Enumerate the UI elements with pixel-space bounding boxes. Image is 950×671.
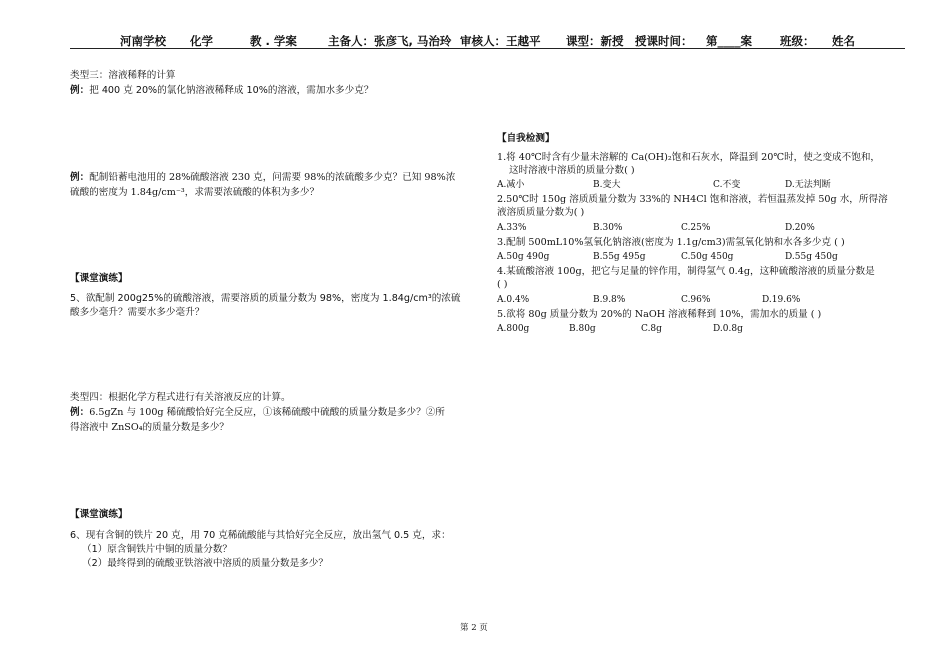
check-q2-option-c: C.25% — [681, 223, 711, 233]
preparer: 主备人：张彦飞, 马治玲 — [328, 34, 452, 48]
check-q2-line1: 2.50℃时 150g 溶质质量分数为 33%的 NH4Cl 饱和溶液，若恒温蒸发掉 50g 水，所得溶 — [497, 194, 888, 205]
check-q2-option-d: D.20% — [785, 223, 815, 233]
type3-title: 类型三：溶液稀释的计算 — [70, 70, 176, 81]
check-q3-line1: 3.配制 500mL10%氢氧化钠溶液(密度为 1.1g/cm3)需氢氧化钠和水各多少克 ( ) — [497, 237, 845, 248]
check-q2-option-a: A.33% — [497, 223, 527, 233]
example-label: 例： — [70, 85, 90, 96]
question-6-line1: 6、现有含铜的铁片 20 克，用 70 克稀硫酸能与其恰好完全反应，放出氢气 0.5 克，求： — [70, 530, 451, 541]
plan-label: 教 . 学案 — [250, 34, 297, 48]
check-q4-option-d: D.19.6% — [762, 295, 801, 305]
check-q4-line1: 4.某硫酸溶液 100g，把它与足量的锌作用，制得氢气 0.4g，这种硫酸溶液的质量分数是 — [497, 266, 875, 277]
check-q1-line2: 这时溶液中溶质的质量分数( ) — [509, 165, 635, 176]
self-check-title: 【自我检测】 — [497, 133, 555, 144]
example-2-line2: 硫酸的密度为 1.84g/cm⁻³，求需要浓硫酸的体积为多少？ — [70, 187, 320, 198]
check-q1-option-d: D.无法判断 — [785, 180, 831, 190]
check-q1-option-b: B.变大 — [593, 180, 621, 190]
check-q1-option-c: C.不变 — [713, 180, 741, 190]
check-q4-option-b: B.9.8% — [593, 295, 626, 305]
question-5-line1: 5、欲配制 200g25%的硫酸溶液，需要溶质的质量分数为 98%，密度为 1.84g/cm³的浓硫 — [70, 293, 461, 304]
class-label: 班级： — [780, 34, 815, 48]
check-q3-option-d: D.55g 450g — [785, 252, 838, 262]
case-number: 第____案 — [706, 34, 752, 48]
school-name: 河南学校 — [120, 34, 166, 48]
practice-title-1: 【课堂演练】 — [70, 273, 128, 284]
example-label: 例： — [70, 407, 90, 418]
example-3-line1 — [70, 406, 445, 419]
check-q2-line2: 液溶质质量分数为( ) — [497, 207, 585, 218]
reviewer: 审核人：王越平 — [460, 34, 541, 48]
check-q5-option-b: B.80g — [569, 324, 596, 334]
subject: 化学 — [190, 34, 213, 48]
practice-title-2: 【课堂演练】 — [70, 509, 128, 520]
question-6-sub1: （1）原含铜铁片中铜的质量分数？ — [82, 544, 233, 555]
example-2-text: 配制铅蓄电池用的 28%硫酸溶液 230 克，问需要 98%的浓硫酸多少克？已知 98%浓 — [89, 172, 456, 183]
lesson-time: 授课时间： — [635, 34, 693, 48]
type4-title: 类型四：根据化学方程式进行有关溶液反应的计算。 — [70, 392, 291, 403]
example-1 — [70, 84, 373, 97]
check-q4-line2: ( ) — [497, 279, 508, 290]
check-q5-line1: 5.欲将 80g 质量分数为 20%的 NaOH 溶液稀释到 10%，需加水的质量 ( ) — [497, 309, 822, 320]
check-q5-option-d: D.0.8g — [713, 324, 743, 334]
example-1-text: 把 400 克 20%的氯化钠溶液稀释成 10%的溶液，需加水多少克？ — [89, 85, 374, 96]
check-q5-option-c: C.8g — [641, 324, 662, 334]
question-6-sub2: （2）最终得到的硫酸亚铁溶液中溶质的质量分数是多少？ — [82, 558, 328, 569]
example-3-text: 6.5gZn 与 100g 稀硫酸恰好完全反应，①该稀硫酸中硫酸的质量分数是多少？②所 — [89, 407, 445, 418]
header-divider — [70, 48, 905, 49]
check-q2-option-b: B.30% — [593, 223, 623, 233]
example-label: 例： — [70, 172, 90, 183]
question-5-line2: 酸多少毫升？需要水多少毫升？ — [70, 307, 205, 318]
check-q1-line1: 1.将 40℃时含有少量未溶解的 Ca(OH)₂饱和石灰水，降温到 20℃时，使之变成不饱和， — [497, 152, 881, 163]
lesson-type: 课型：新授 — [566, 34, 624, 48]
check-q5-option-a: A.800g — [497, 324, 530, 334]
check-q3-option-a: A.50g 490g — [497, 252, 550, 262]
example-3-line2: 得溶液中 ZnSO₄的质量分数是多少？ — [70, 422, 229, 433]
check-q1-option-a: A.减小 — [497, 180, 525, 190]
check-q3-option-c: C.50g 450g — [681, 252, 734, 262]
check-q3-option-b: B.55g 495g — [593, 252, 646, 262]
example-2-line1 — [70, 171, 455, 184]
page-header — [120, 33, 905, 49]
page-number: 第 2 页 — [460, 623, 488, 633]
check-q4-option-c: C.96% — [681, 295, 711, 305]
check-q4-option-a: A.0.4% — [497, 295, 530, 305]
name-label: 姓名 — [832, 34, 855, 48]
